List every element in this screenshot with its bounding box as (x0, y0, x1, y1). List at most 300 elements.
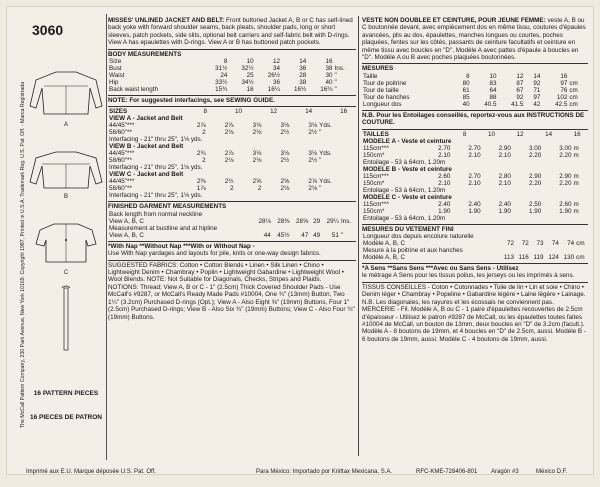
row-value: 25 (246, 72, 254, 80)
row-label: Modèle A, B, C (363, 254, 405, 262)
row-value: 16 (560, 72, 568, 80)
yardage-value: 1.90 (559, 207, 572, 215)
row-unit: " (334, 72, 337, 80)
row-value: 119 (533, 254, 544, 262)
table-row (362, 254, 588, 261)
row-value: 92 (516, 93, 524, 101)
yardage-value: 2⅛ (252, 157, 262, 165)
row-value: 29¼ (326, 217, 339, 225)
view-yardage-table (362, 138, 588, 166)
row-value: 74 (551, 240, 559, 248)
french-column (362, 16, 588, 345)
row-value: 26½ (267, 72, 280, 80)
mesures-table (362, 73, 588, 108)
table-row (108, 218, 356, 225)
table-row (108, 58, 356, 65)
yardage-block (108, 107, 356, 202)
size-value: 12 (270, 108, 278, 116)
table-row (362, 131, 588, 138)
view-title: VIEW B - Jacket and Belt (109, 143, 184, 151)
yardage-value: 2½ (280, 157, 290, 165)
size-value: 10 (487, 130, 495, 138)
mesures: MESURES Taille 8 10 12 14 16 Tour de poitrine 80 83 87 92 97 cm Tour de taille 61 64 67 71 76 cm Tour de hanches 85 88 92 97 102 cm Longueur dos 40 40.5 41.5 42 42.5 cm (362, 64, 588, 110)
row-value: 38 (299, 79, 307, 87)
fabric-width: 150cm* (363, 179, 385, 187)
row-unit: cm (569, 100, 578, 108)
row-value: 14 (533, 72, 541, 80)
row-value: 36 (299, 65, 307, 73)
row-unit: " (319, 185, 322, 193)
row-value: 97 (560, 79, 568, 87)
yardage-value: 1.90 (498, 207, 511, 215)
yardage-value: 2.60 (559, 200, 572, 208)
row-unit (340, 211, 356, 218)
row-value: 12 (272, 58, 280, 66)
yardage-value: 2⅛ (224, 129, 234, 137)
row-label: Taille (363, 72, 378, 80)
row-value (500, 233, 515, 240)
table-row (108, 86, 356, 93)
row-label: Modèle A, B, C (363, 240, 405, 248)
row-value (309, 225, 321, 232)
yardage-value: 2.70 (468, 172, 481, 180)
yardage-value: 2½ (308, 157, 318, 165)
yardage-value: 2.70 (438, 144, 451, 152)
row-value: 42 (533, 100, 541, 108)
row-value: 16¼ (267, 86, 280, 94)
row-value: 30 (325, 72, 333, 80)
row-value: 16¾ (320, 86, 333, 94)
row-value: 80 (462, 79, 470, 87)
row-unit: m (573, 151, 579, 159)
fabric-width: 44/45"*** (109, 122, 135, 130)
view-title: VIEW A - Jacket and Belt (109, 115, 183, 123)
finished-measurements: FINISHED GARMENT MEASUREMENTS Back length from normal neckline View A, B, C 28⅛ 28⅜ 28⅝ 29 29¼ Ins. Measurement at bustline and at hipline View A, B, C 44 45½ 47 49 51 " (108, 202, 356, 241)
table-row (108, 65, 356, 72)
row-value: 28 (299, 72, 307, 80)
row-label: Back waist length (109, 86, 159, 94)
table-row (108, 225, 356, 232)
yardage-value: 2.10 (498, 151, 511, 159)
yardage-value: 2⅞ (308, 178, 318, 186)
footer-rfc: RFC-KME-728406-801 (416, 469, 478, 475)
pattern-envelope-back (6, 6, 594, 475)
interfacing-text: Entoilage - 53 à 64cm, 1.20m (363, 214, 446, 222)
interfacing-row (108, 192, 356, 199)
row-label: Measurement at bustline and at hipline (109, 224, 218, 232)
row-value: 33½ (215, 79, 228, 87)
tailles-header (362, 131, 588, 138)
yardage-value: 2⅛ (224, 157, 234, 165)
table-row (108, 79, 356, 86)
row-value: 16 (246, 86, 254, 94)
view-yardage-table (362, 166, 588, 194)
row-value: 113 (503, 254, 514, 262)
row-unit: Yds. (319, 122, 332, 130)
body-measurements-table (108, 58, 356, 93)
view-label-c: C (63, 270, 69, 276)
view-title: MODELE B - Veste et ceinture (363, 165, 452, 173)
yardage-value: 2.40 (498, 200, 511, 208)
row-unit (340, 225, 356, 232)
interfacing-row (108, 164, 356, 171)
row-value: 32½ (241, 65, 254, 73)
row-label: Longueur dos depuis encolure naturelle (363, 233, 474, 241)
yardage-value: 2⅛ (280, 185, 290, 193)
row-value (272, 211, 291, 218)
row-value: 31½ (215, 65, 228, 73)
row-value: 72 (506, 240, 514, 248)
row-value: 42.5 (555, 100, 568, 108)
footer-city: México D.F. (536, 469, 568, 475)
yardage-value: 2¾ (196, 150, 206, 158)
view-title-row (362, 194, 588, 201)
row-value: 28⅛ (258, 217, 271, 225)
row-value: 24 (220, 72, 228, 80)
yardage-value: 2.10 (468, 151, 481, 159)
row-unit: m (573, 172, 579, 180)
view-yardage-table (108, 143, 356, 171)
row-unit: " (319, 129, 322, 137)
row-value: 14 (299, 58, 307, 66)
table-row (362, 247, 588, 254)
row-value (291, 211, 310, 218)
yardage-value: 3.00 (559, 144, 572, 152)
yardage-value: 2.20 (559, 179, 572, 187)
row-value: 71 (533, 86, 541, 94)
row-value: 45½ (277, 231, 290, 239)
view-title: MODELE A - Veste et ceinture (363, 137, 452, 145)
row-unit: cm (576, 254, 585, 262)
row-value (560, 247, 575, 254)
row-value (515, 233, 530, 240)
table-row (108, 178, 356, 185)
yardage-value: 3⅛ (280, 122, 290, 130)
row-value: 40.5 (484, 100, 497, 108)
fabric-width: 115cm*** (363, 144, 389, 152)
fabric-width: 58/60"** (109, 157, 132, 165)
sizes-header (108, 108, 356, 115)
yardage-value: 3⅛ (252, 122, 262, 130)
yardage-value: 2.50 (528, 200, 542, 208)
fabric-width: 150cm* (363, 151, 385, 159)
yardage-value: 2½ (280, 129, 290, 137)
row-value: 116 (518, 254, 529, 262)
row-label: Back length from normal neckline (109, 210, 203, 218)
row-unit: " (334, 79, 337, 87)
row-value: 38 (325, 65, 333, 73)
interfacing-note: NOTE: For suggested interfacings, see SEWING GUIDE. (108, 96, 356, 107)
row-unit: " (334, 86, 337, 94)
row-unit: cm (576, 240, 585, 248)
row-label: View A, B, C (109, 231, 144, 239)
size-value: 8 (462, 130, 467, 138)
view-title-row (362, 166, 588, 173)
row-unit: " (319, 157, 322, 165)
row-unit: Ins. (340, 217, 352, 225)
row-value: 72 (521, 240, 529, 248)
row-unit: m (573, 200, 579, 208)
yardage-value: 2⅛ (308, 185, 318, 193)
table-row (362, 173, 588, 180)
yardage-value: 2⅛ (252, 129, 262, 137)
row-value: 74 (567, 240, 575, 248)
view-label-b: B (63, 194, 68, 200)
table-row (108, 232, 356, 239)
row-unit (575, 233, 588, 240)
table-row (362, 145, 588, 152)
table-row (108, 72, 356, 79)
table-row (108, 150, 356, 157)
row-value (500, 247, 515, 254)
row-unit: m (573, 144, 579, 152)
modeles-metrage (362, 138, 588, 222)
tissus-mercerie: TISSUS CONSEILLES - Coton • Cotonnades • Toile de lin • Lin et soie • Chino • Denim léger • Chambray • Popeline • Gabardine légère • Laine légère • Lainage. N.B. Les diagonales, les rayures et les écossais ne conviennent pas. MERCERIE - Fil. Modèle A, B ou C - 1 paire d'épaulettes recouvertes de 2.5cm d'épaisseur - Utilisez le patron #9287 de McCall, ou les épaulettes toutes faites #10004 de McCall, un bouton de 13mm, deux boucles en "D" de 3.2cm (facult.). Modèle A - 8 boutons de 19mm, et 4 boucles en "D" de 2.5cm, aussi. Modèle B - 6 boutons de 19mm, aussi. Modèle C - 4 boutons de 19mm, aussi. (362, 283, 586, 343)
interfacing-row (362, 159, 588, 166)
row-value: 28⅜ (277, 217, 290, 225)
table-row (362, 201, 588, 208)
yardage-value: 1.90 (438, 207, 451, 215)
size-value: 10 (235, 108, 243, 116)
row-value: 8 (466, 72, 470, 80)
row-value: 51 (331, 231, 339, 239)
row-value: 124 (548, 254, 559, 262)
row-value (530, 233, 545, 240)
table-row (362, 208, 588, 215)
view-label-a: A (63, 122, 68, 128)
pieces-fr: 16 PIECES DE PATRON (30, 414, 102, 421)
row-label: Tour de poitrine (363, 79, 407, 87)
row-unit (348, 108, 356, 115)
row-value: 15¾ (215, 86, 228, 94)
yardage-value: 2.10 (438, 151, 451, 159)
row-value (515, 247, 530, 254)
row-value: 10 (489, 72, 497, 80)
yardage-value: 2.80 (498, 172, 511, 180)
fabric-width: 44/45"*** (109, 178, 135, 186)
row-label: Waist (109, 72, 125, 80)
row-value (544, 247, 559, 254)
row-value: 97 (533, 93, 541, 101)
row-value: 64 (489, 86, 497, 94)
interfacing-text: Interfacing - 21" thru 25", 1⅛ yds. (109, 136, 203, 144)
yardage-value: 2½ (224, 178, 234, 186)
jacket-long-sleeve-icon (26, 66, 106, 121)
size-value: 16 (573, 130, 581, 138)
belt-icon (26, 284, 106, 354)
interfacing-row (362, 187, 588, 194)
row-value: 34½ (241, 79, 254, 87)
yardage-value: 2.70 (468, 144, 481, 152)
view-title-row (362, 138, 588, 145)
yardage-value: 1.90 (528, 207, 542, 215)
yardage-value: 2⅜ (196, 178, 206, 186)
metrage-block (362, 130, 588, 225)
copyright-vertical: The McCall Pattern Company, 230 Park Avenue, New York 10169. Copyright 1987, Printed in U.S.A. Trademark Reg. U.S. Pat. Off. - Marca Registrada (20, 82, 26, 428)
yardage-value: 2.90 (498, 144, 511, 152)
row-value (321, 211, 340, 218)
row-label: Tour de taille (363, 86, 399, 94)
table-row (362, 94, 588, 101)
table-row (362, 233, 588, 240)
views-yardage (108, 115, 356, 199)
row-value: 47 (301, 231, 309, 239)
interfacing-text: Interfacing - 21" thru 25", 1⅛ yds. (109, 192, 203, 200)
center-divider (358, 16, 359, 456)
row-unit: cm (569, 86, 578, 94)
fabric-width: 150cm* (363, 207, 385, 215)
yardage-value: 2.90 (559, 172, 572, 180)
row-value (309, 211, 321, 218)
yardage-value: 2 (230, 185, 234, 193)
fabrics-notions: SUGGESTED FABRICS: Cotton • Cotton Blends • Linen • Silk Linen • Chino • Lightweight Denim • Chambray • Poplin • Lightweight Gabardine • Lightweight Wool • Wool Blends. NOTE: Not Suitable for Diagonals, Checks, Stripes and Plaids. NOTIONS: Thread; View A, B or C - 1" (2.5cm) Thick Covered Shoulder Pads - Use McCall's #9287, or McCall's Ready Made Pads #10004, One ¾" (13mm) Button, Two 1¼" (3.2cm) Purchased D-rings (Opt.); View A - Also Eight ⅝" (19mm) Buttons, Four 1" (2.5cm) Purchased D-rings; View B - Also Six ¾" (19mm) Buttons; View C - Also Four ¾" (19mm) Buttons. (108, 261, 355, 321)
view-yardage-table (362, 194, 588, 222)
view-title-row (108, 115, 356, 122)
interfacing-text: Entoilage - 53 à 64cm, 1.20m (363, 186, 446, 194)
row-value: 88 (489, 93, 497, 101)
row-label: View A, B, C (109, 217, 144, 225)
view-title: MODELE C - Veste et ceinture (363, 193, 452, 201)
row-value (253, 225, 272, 232)
size-value: 14 (545, 130, 553, 138)
row-value: 102 (556, 93, 568, 101)
row-unit: m (573, 207, 579, 215)
left-divider (106, 14, 107, 460)
row-value: 41.5 (511, 100, 524, 108)
row-value: 61 (462, 86, 470, 94)
sizes-label: SIZES (109, 108, 128, 116)
yardage-value: 2.60 (438, 172, 451, 180)
jacket-back-icon (26, 146, 106, 194)
view-title-row (108, 143, 356, 150)
yardage-value: 2⅞ (196, 122, 206, 130)
row-unit (334, 58, 356, 65)
row-value: 92 (533, 79, 541, 87)
table-row (362, 152, 588, 159)
finished-table (108, 211, 356, 239)
interfacing-text: Interfacing - 21" thru 25", 1⅛ yds. (109, 164, 203, 172)
interfacing-row (108, 136, 356, 143)
pieces-en: 16 PATTERN PIECES (33, 390, 99, 397)
pattern-number: 3060 (32, 22, 64, 38)
yardage-value: 2.40 (468, 200, 481, 208)
row-label: Tour de hanches (363, 93, 410, 101)
sizes-label: TAILLES (363, 130, 389, 138)
yardage-value: 1.90 (468, 207, 481, 215)
row-value (544, 233, 559, 240)
yardage-value: 3⅛ (308, 122, 318, 130)
interfacing-row (362, 215, 588, 222)
row-value: 29 (313, 217, 321, 225)
row-value: 12 (516, 72, 524, 80)
row-value (560, 233, 575, 240)
row-value (253, 211, 272, 218)
size-value: 12 (516, 130, 524, 138)
fabric-width: 44/45"*** (109, 150, 135, 158)
table-row (362, 101, 588, 108)
row-value: 40 (462, 100, 470, 108)
row-value (530, 247, 545, 254)
row-value: 34 (272, 65, 280, 73)
yardage-value: 2.20 (528, 179, 542, 187)
row-value (272, 225, 291, 232)
jacket-short-sleeve-icon (26, 218, 106, 268)
yardage-value: 2.10 (468, 179, 481, 187)
size-value: 8 (203, 108, 207, 116)
row-value: 28⅝ (296, 217, 309, 225)
view-title: VIEW C - Jacket and Belt (109, 171, 184, 179)
row-unit: Yds. (319, 150, 332, 158)
row-unit (568, 73, 588, 80)
yardage-value: 2⅞ (224, 122, 234, 130)
table-row (108, 129, 356, 136)
row-label: Hip (109, 79, 119, 87)
interfacing-text: Entoilage - 53 à 64cm, 1.20m (363, 158, 446, 166)
nap-note: *With Nap **Without Nap ***With or Without Nap - Use With Nap yardages and layouts for pile, knits or one-way design fabrics. (108, 242, 356, 261)
yardage-value: 2.10 (498, 179, 511, 187)
body-measurements: BODY MEASUREMENTS Size 8 10 12 14 16 Bust 31½ 32½ 34 36 38 Ins. Waist 24 25 26½ 28 30 " Hip 33½ 34½ 36 38 40 " Back waist length 15¾ 16 16¼ 16½ 16¾ " (108, 50, 356, 96)
fabric-width: 58/60"** (109, 129, 132, 137)
table-row (362, 73, 588, 80)
view-yardage-table (108, 115, 356, 143)
row-label: Size (109, 58, 122, 66)
yardage-value: 1⅞ (196, 185, 206, 193)
table-row (362, 87, 588, 94)
yardage-value: 2.10 (438, 179, 451, 187)
yardage-value: 3.00 (528, 144, 542, 152)
table-row (108, 122, 356, 129)
row-value: 8 (223, 58, 228, 66)
yardage-value: 2.20 (528, 151, 542, 159)
row-value: 87 (516, 79, 524, 87)
row-value: 16½ (293, 86, 307, 94)
table-row (362, 240, 588, 247)
yardage-value: 2 (202, 129, 206, 137)
row-unit: cm (569, 79, 578, 87)
footer-printed: Imprimé aux E.U. Marque déposée U.S. Pat. Off. (26, 469, 156, 475)
yardage-value: 2⅞ (224, 150, 234, 158)
fini-table (362, 233, 588, 261)
table-row (362, 80, 588, 87)
row-unit: Ins. (334, 65, 345, 73)
row-value: 10 (246, 58, 254, 66)
yardage-value: 2.40 (438, 200, 451, 208)
view-b-drawing (26, 146, 106, 200)
fabric-width: 115cm*** (363, 200, 389, 208)
table-row (108, 157, 356, 164)
yardage-value: 2⅝ (252, 178, 262, 186)
entoilage-note: N.B. Pour les Entoilages conseillés, reportez-vous aux INSTRUCTIONS DE COUTURE. (362, 111, 588, 130)
description-block: MISSES' UNLINED JACKET AND BELT: Front buttoned Jacket A, B or C has self-lined back yoke with forward shoulder seams, back pleats, shoulder pads, long or short sleeves, patch pockets, side slits, optional belt carriers and self-fabric belt with D-rings. View A has epaulettes with D-rings. View A or B has buttoned patch pockets. (108, 16, 356, 50)
fabric-width: 58/60"** (109, 185, 132, 193)
row-value: 49 (313, 231, 321, 239)
row-value: 85 (462, 93, 470, 101)
row-unit: m (573, 179, 579, 187)
footer-aragon: Aragón #3 (491, 469, 519, 475)
yardage-value: 2 (202, 157, 206, 165)
table-row (108, 185, 356, 192)
footer-mexico: Para México: Importado por Knittax Mexicana, S.A. (256, 469, 393, 475)
yardage-value: 3⅛ (252, 150, 262, 158)
yardage-value: 2.90 (528, 172, 542, 180)
size-value: 14 (305, 108, 313, 116)
row-unit: cm (569, 93, 578, 101)
description-block-fr: VESTE NON DOUBLEE ET CEINTURE, POUR JEUNE FEMME: veste A, B ou C boutonnée devant, avec empiècement dos en même tissu, coutures d'épaules avancées, plis au dos, épaulettes, manches longues ou courtes, poches plaquées, fentes sur les côtés, passants de ceinture facultatifs et ceinture en même tissu avec boucles en "D". Modèle A avec pattes d'épaule à boucles en "D". Modèle A ou B avec poches plaquées boutonnées. (362, 16, 588, 64)
yardage-value: 2⅝ (280, 178, 290, 186)
view-c-drawing (26, 218, 106, 276)
row-value: 130 (563, 254, 575, 262)
yardage-value: 2½ (308, 129, 318, 137)
